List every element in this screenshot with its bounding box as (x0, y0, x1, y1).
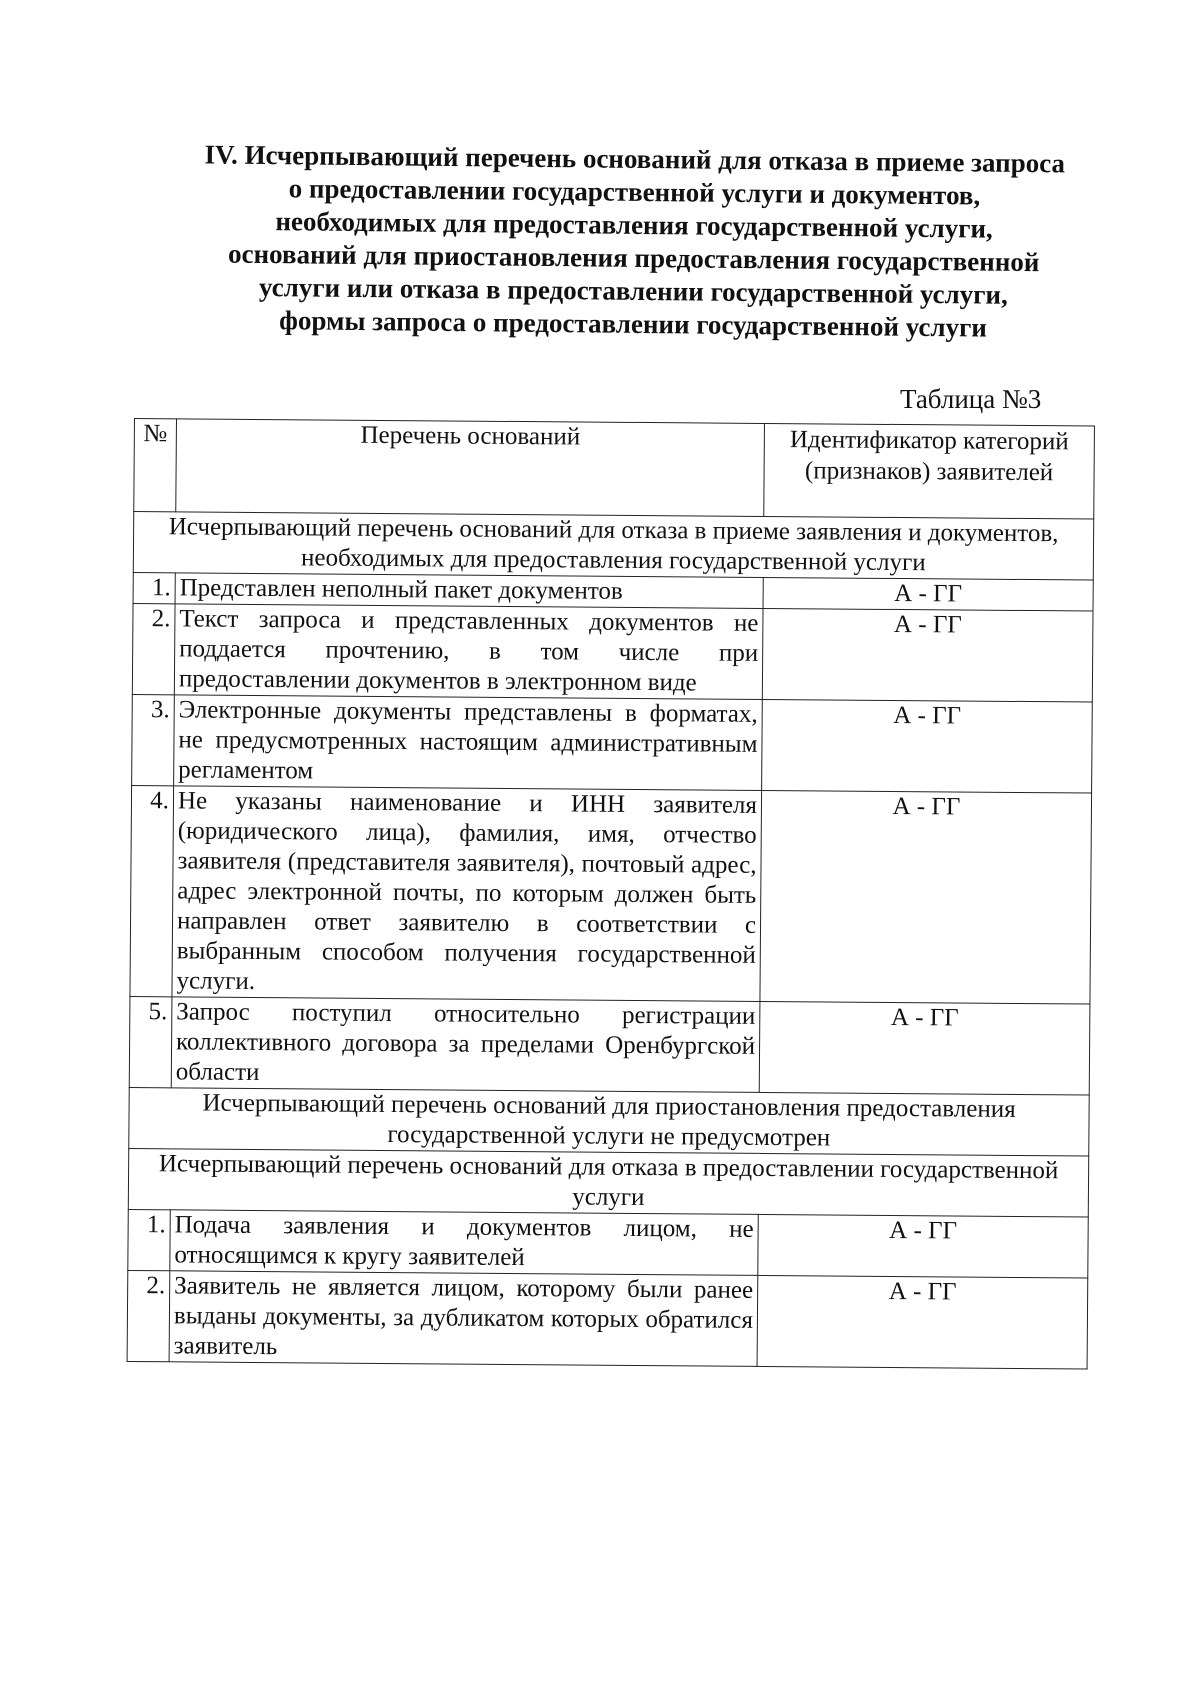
row-number: 1. (133, 572, 175, 603)
section-row (133, 512, 1093, 581)
row-reason: Заявитель не является лицом, которому были ранее выданы документы, за дубликатом которых обратился заявитель (169, 1271, 758, 1367)
header-reasons: Перечень оснований (176, 419, 765, 517)
table-row (132, 603, 1093, 702)
heading-line: необходимых для предоставления государственной услуги, (275, 206, 993, 244)
section-title: Исчерпывающий перечень оснований для приостановления предоставления государственной услуги не предусмотрен (129, 1087, 1089, 1156)
section-heading (168, 138, 1100, 346)
row-reason: Представлен неполный пакет документов (175, 573, 763, 609)
row-reason: Запрос поступил относительно регистрации коллективного договора за пределами Оренбургской области (171, 997, 760, 1093)
heading-line: IV. Исчерпывающий перечень оснований для отказа в приеме запроса (204, 139, 1066, 179)
table-body (127, 512, 1094, 1370)
table-row (127, 1270, 1088, 1369)
row-category: А - ГГ (757, 1275, 1088, 1369)
row-category: А - ГГ (760, 790, 1092, 1004)
row-reason: Подача заявления и документов лицом, не относящимся к кругу заявителей (170, 1210, 758, 1276)
table-row (130, 785, 1092, 1004)
table-row (129, 996, 1090, 1095)
table-row (132, 694, 1093, 793)
row-number: 2. (127, 1270, 170, 1361)
reasons-table (127, 418, 1095, 1370)
row-reason: Не указаны наименование и ИНН заявителя (юридического лица), фамилия, имя, отчество заявителя (представителя заявителя), почтовый адрес, адрес электронной почты, по которым должен быть направлен ответ заявителю в соответствии с выбранным способом получения государственной услуги. (172, 786, 762, 1002)
heading-line: услуги или отказа в предоставлении государственной услуги, (258, 271, 1008, 310)
heading-line: оснований для приостановления предоставления государственной (227, 238, 1040, 278)
section-row (129, 1087, 1089, 1156)
table-header-row (134, 419, 1095, 520)
header-category: Идентификатор категорий (признаков) заявителей (764, 423, 1095, 519)
row-number: 3. (132, 694, 175, 785)
row-category: А - ГГ (758, 1214, 1088, 1278)
section-row (128, 1148, 1088, 1217)
section-title: Исчерпывающий перечень оснований для отказа в предоставлении государственной услуги (128, 1148, 1088, 1217)
row-category: А - ГГ (759, 1001, 1090, 1095)
row-number: 1. (128, 1209, 170, 1270)
row-reason: Текст запроса и представленных документов не поддается прочтению, в том числе при предоставлении документов в электронном виде (174, 604, 763, 700)
table-caption: Таблица №3 (900, 384, 1042, 414)
row-number: 2. (132, 603, 175, 694)
row-number: 4. (130, 785, 174, 996)
table-row (128, 1209, 1088, 1278)
row-number: 5. (129, 996, 172, 1087)
header-number: № (134, 419, 177, 512)
row-category: А - ГГ (763, 577, 1093, 611)
heading-line: формы запроса о предоставлении государственной услуги (279, 305, 988, 343)
heading-line: о предоставлении государственной услуги и документов, (288, 173, 981, 211)
section-title: Исчерпывающий перечень оснований для отказа в приеме заявления и документов, необходимых для предоставления государственной услуги (133, 512, 1093, 581)
row-category: А - ГГ (762, 608, 1093, 702)
row-category: А - ГГ (762, 699, 1093, 793)
row-reason: Электронные документы представлены в форматах, не предусмотренных настоящим административным регламентом (174, 695, 763, 791)
